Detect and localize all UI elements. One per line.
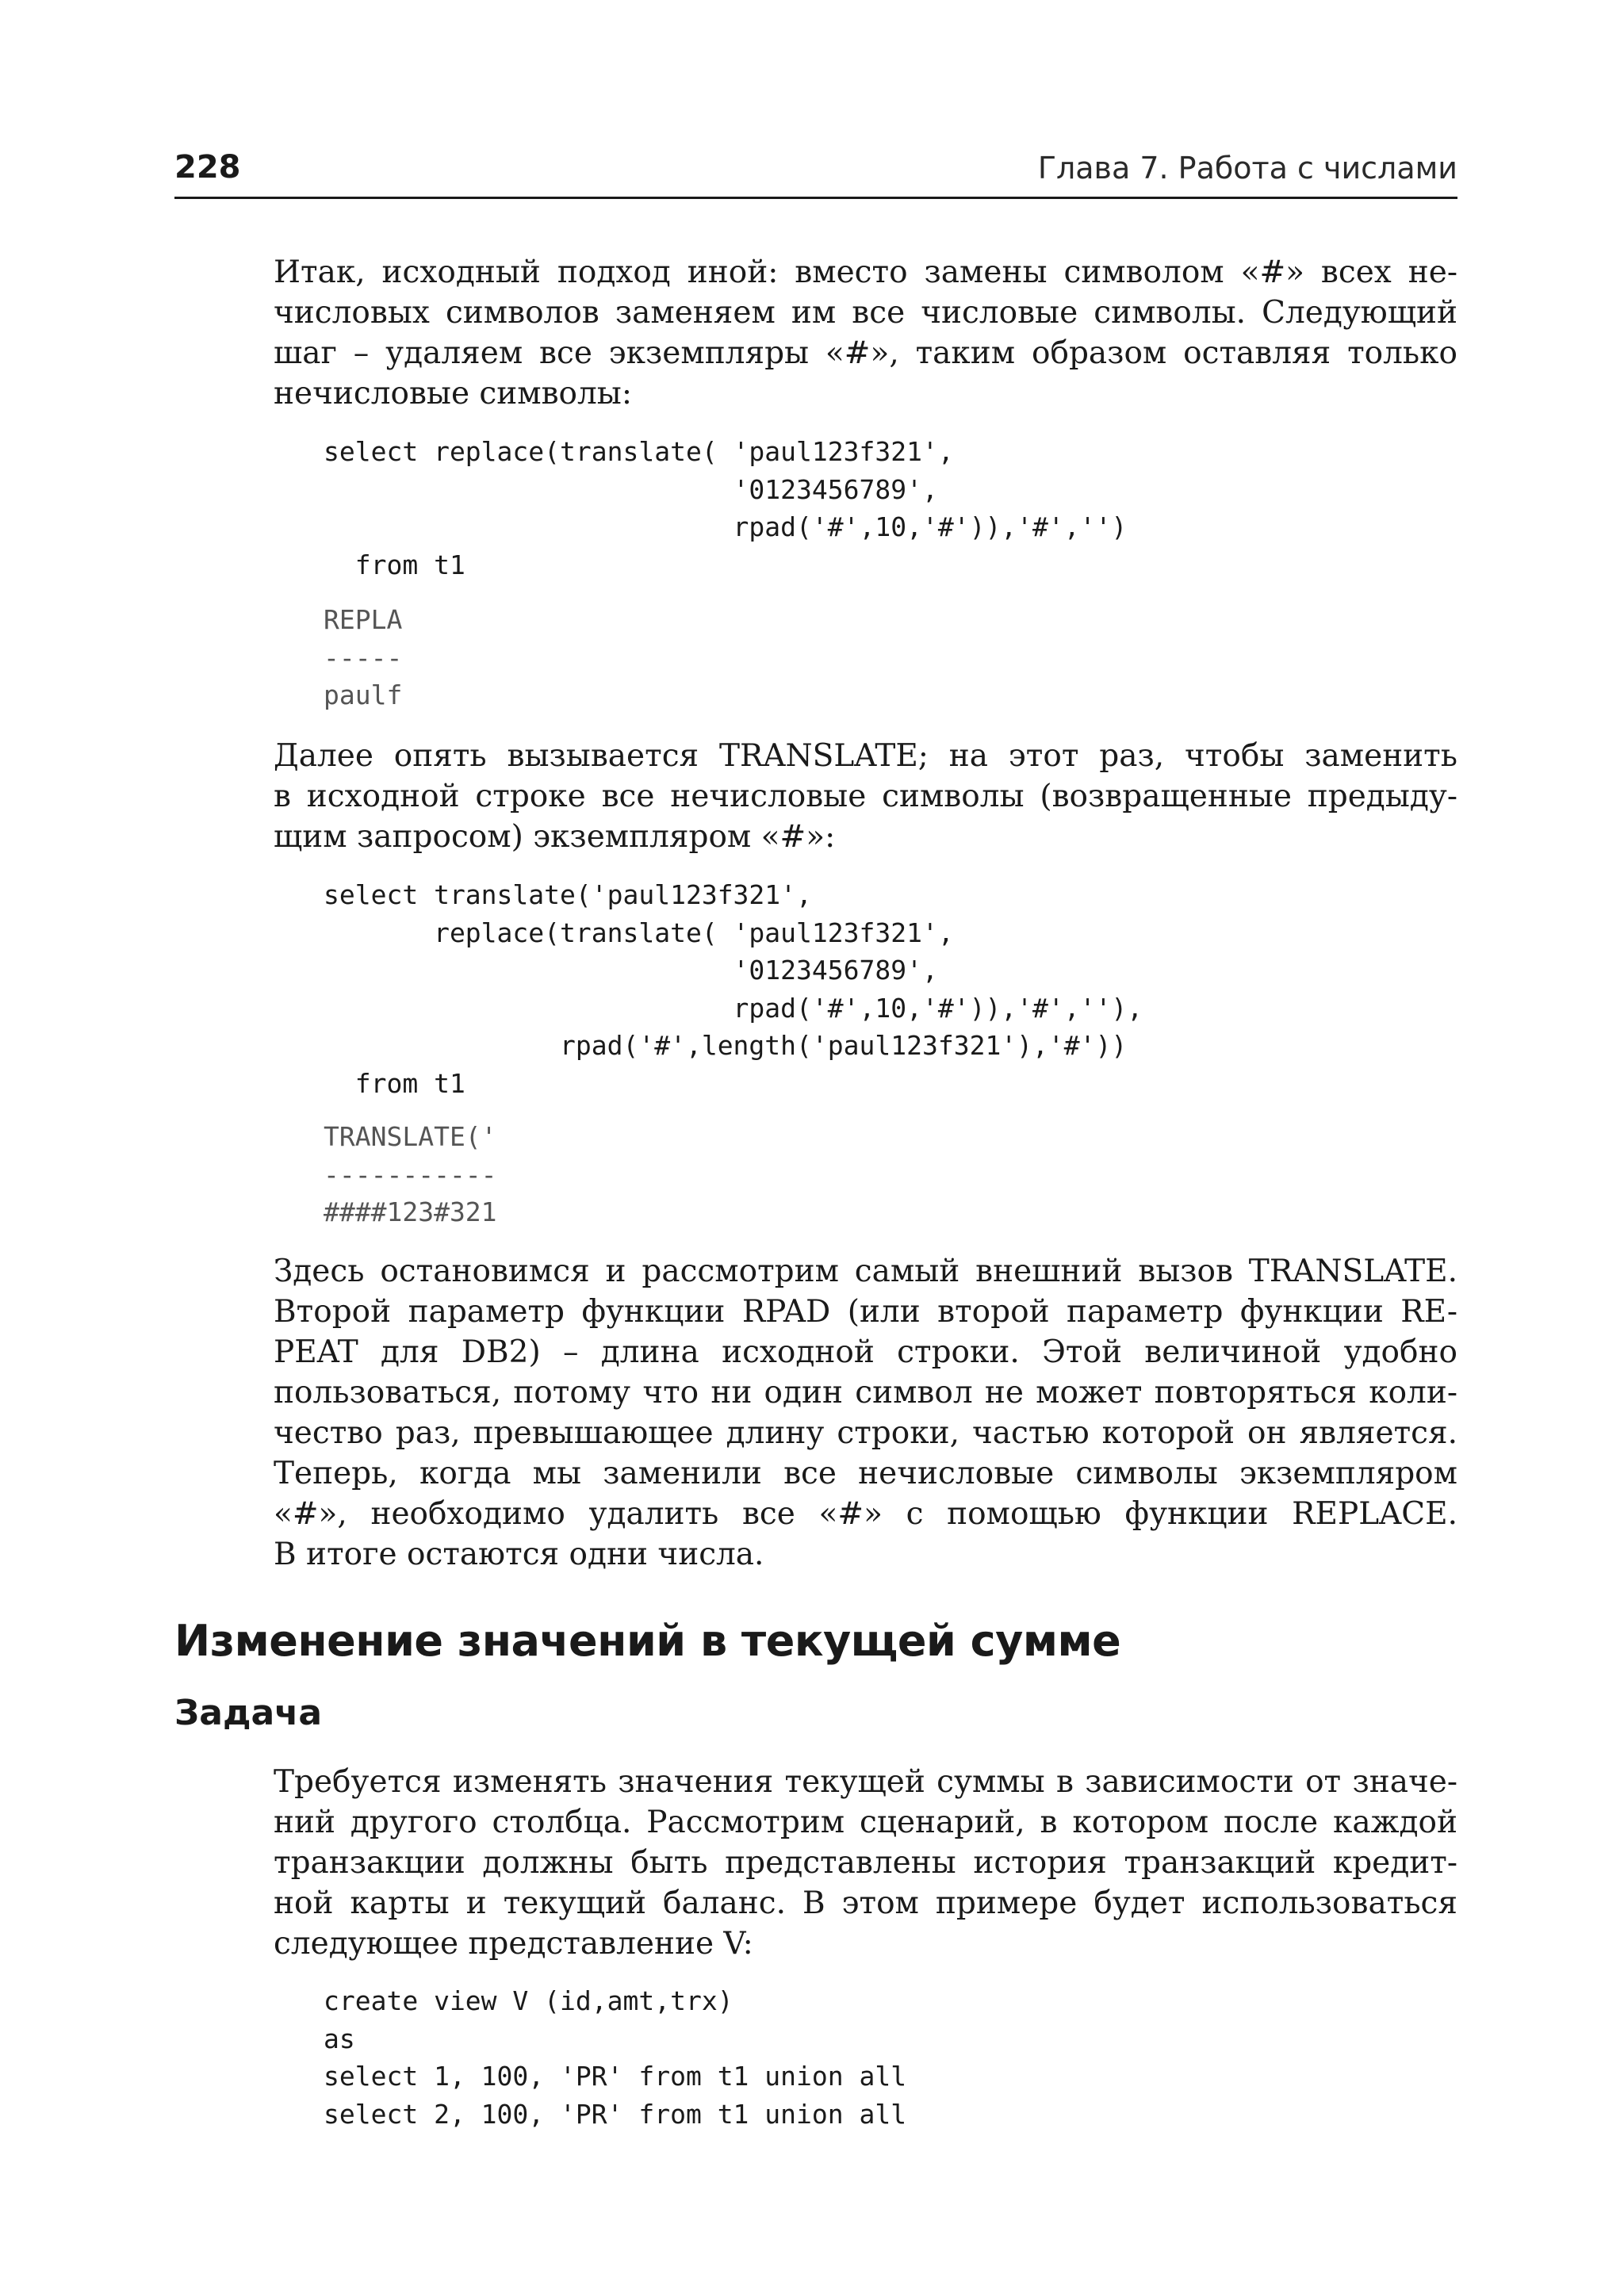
code-line: select 1, 100, 'PR' from t1 union all	[324, 2061, 907, 2092]
section-title: Изменение значений в текущей сумме	[174, 1616, 1121, 1666]
code-block-translate	[324, 876, 1143, 1102]
output-line: TRANSLATE('	[324, 1121, 497, 1152]
text-line: Итак, исходный подход иной: вместо замены символом «#» всех не-	[274, 255, 1457, 290]
code-line: rpad('#',10,'#')),'#',''),	[324, 992, 1143, 1024]
header-rule	[174, 197, 1457, 199]
code-block-create-view	[324, 1982, 906, 2133]
text-line: щим запросом) экземпляром «#»:	[274, 819, 836, 855]
text-line: Теперь, когда мы заменили все нечисловые символы экземпляром	[274, 1456, 1457, 1491]
code-line: '0123456789',	[324, 955, 938, 986]
subsection-title: Задача	[174, 1693, 323, 1733]
paragraph-intro	[274, 252, 1457, 414]
output-line: paulf	[324, 679, 403, 710]
code-output-replace	[324, 601, 402, 714]
paragraph-task	[274, 1762, 1457, 1964]
text-line: транзакции должны быть представлены история транзакций кредит-	[274, 1845, 1457, 1881]
code-block-replace	[324, 433, 1127, 584]
code-line: '0123456789',	[324, 473, 938, 505]
output-line: REPLA	[324, 604, 403, 635]
text-line: Далее опять вызывается TRANSLATE; на этот раз, чтобы заменить	[274, 738, 1457, 774]
text-line: числовых символов заменяем им все числовые символы. Следующий	[274, 295, 1457, 331]
text-line: в исходной строке все нечисловые символы (возвращенные предыду-	[274, 779, 1457, 814]
code-line: select translate('paul123f321',	[324, 879, 812, 910]
text-line: Второй параметр функции RPAD (или второй параметр функции RE-	[274, 1294, 1457, 1330]
code-line: as	[324, 2023, 355, 2054]
chapter-title: Глава 7. Работа с числами	[1037, 151, 1457, 186]
code-line: create view V (id,amt,trx)	[324, 1985, 733, 2016]
paragraph-explanation	[274, 1251, 1457, 1575]
text-line: В итоге остаются одни числа.	[274, 1537, 764, 1572]
text-line: следующее представление V:	[274, 1926, 753, 1962]
page-number: 228	[174, 149, 241, 186]
text-line: Требуется изменять значения текущей суммы в зависимости от значе-	[274, 1764, 1457, 1800]
code-output-translate	[324, 1118, 497, 1231]
code-line: select 2, 100, 'PR' from t1 union all	[324, 2098, 907, 2130]
text-line: ний другого столбца. Рассмотрим сценарий, в котором после каждой	[274, 1805, 1457, 1840]
text-line: ной карты и текущий баланс. В этом примере будет использоваться	[274, 1885, 1457, 1921]
code-line: from t1	[324, 1067, 465, 1099]
output-line: -----------	[324, 1158, 497, 1190]
code-line: select replace(translate( 'paul123f321',	[324, 436, 954, 467]
text-line: Здесь остановимся и рассмотрим самый внешний вызов TRANSLATE.	[274, 1254, 1457, 1289]
output-line: ####123#321	[324, 1196, 497, 1227]
text-line: «#», необходимо удалить все «#» с помощью функции REPLACE.	[274, 1496, 1457, 1532]
code-line: from t1	[324, 549, 465, 580]
text-line: чество раз, превышающее длину строки, частью которой он является.	[274, 1415, 1457, 1451]
code-line: replace(translate( 'paul123f321',	[324, 917, 954, 948]
text-line: PEAT для DB2) – длина исходной строки. Этой величиной удобно	[274, 1334, 1457, 1370]
output-line: -----	[324, 641, 403, 673]
text-line: пользоваться, потому что ни один символ не может повторяться коли-	[274, 1375, 1457, 1411]
text-line: нечисловые символы:	[274, 376, 632, 412]
text-line: шаг – удаляем все экземпляры «#», таким образом оставляя только	[274, 335, 1457, 371]
code-line: rpad('#',10,'#')),'#','')	[324, 511, 1128, 542]
page-header	[174, 143, 1457, 198]
code-line: rpad('#',length('paul123f321'),'#'))	[324, 1030, 1128, 1061]
paragraph-translate	[274, 736, 1457, 857]
